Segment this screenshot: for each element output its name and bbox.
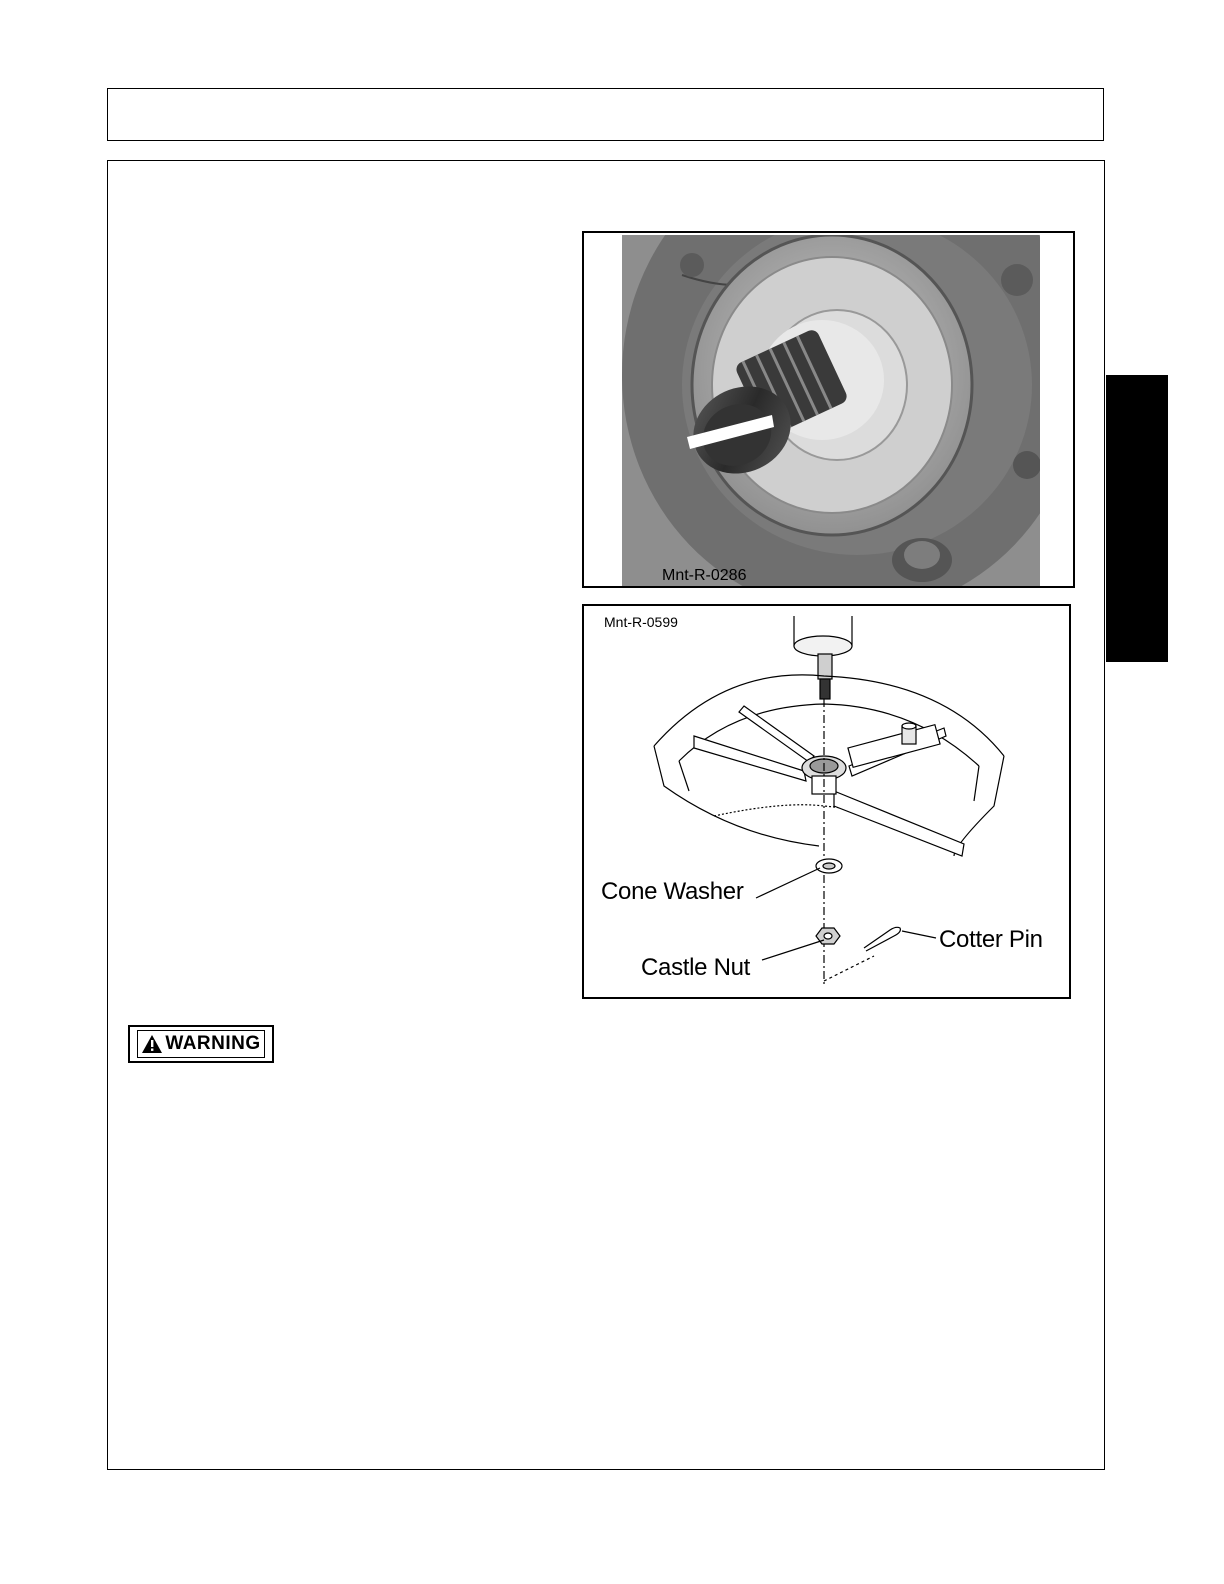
- warning-label-inner: [137, 1030, 264, 1058]
- gearbox-shaft-photo-figure: [582, 231, 1075, 588]
- gearbox-photo-illustration: [622, 235, 1040, 586]
- cotter-pin-label: Cotter Pin: [939, 926, 1043, 953]
- cone-washer-label: Cone Washer: [601, 878, 744, 905]
- diagram-figure-code: Mnt-R-0599: [604, 614, 678, 630]
- gearbox-shaft-photo: [622, 235, 1040, 586]
- blade-assembly-diagram-figure: [582, 604, 1071, 999]
- section-side-tab: [1106, 375, 1168, 662]
- warning-word: WARNING: [165, 1033, 261, 1054]
- photo-figure-code: Mnt-R-0286: [662, 567, 747, 584]
- page-header-box: [107, 88, 1104, 141]
- castle-nut-label: Castle Nut: [641, 954, 751, 981]
- warning-triangle-icon: [141, 1034, 163, 1054]
- warning-label: [128, 1025, 274, 1063]
